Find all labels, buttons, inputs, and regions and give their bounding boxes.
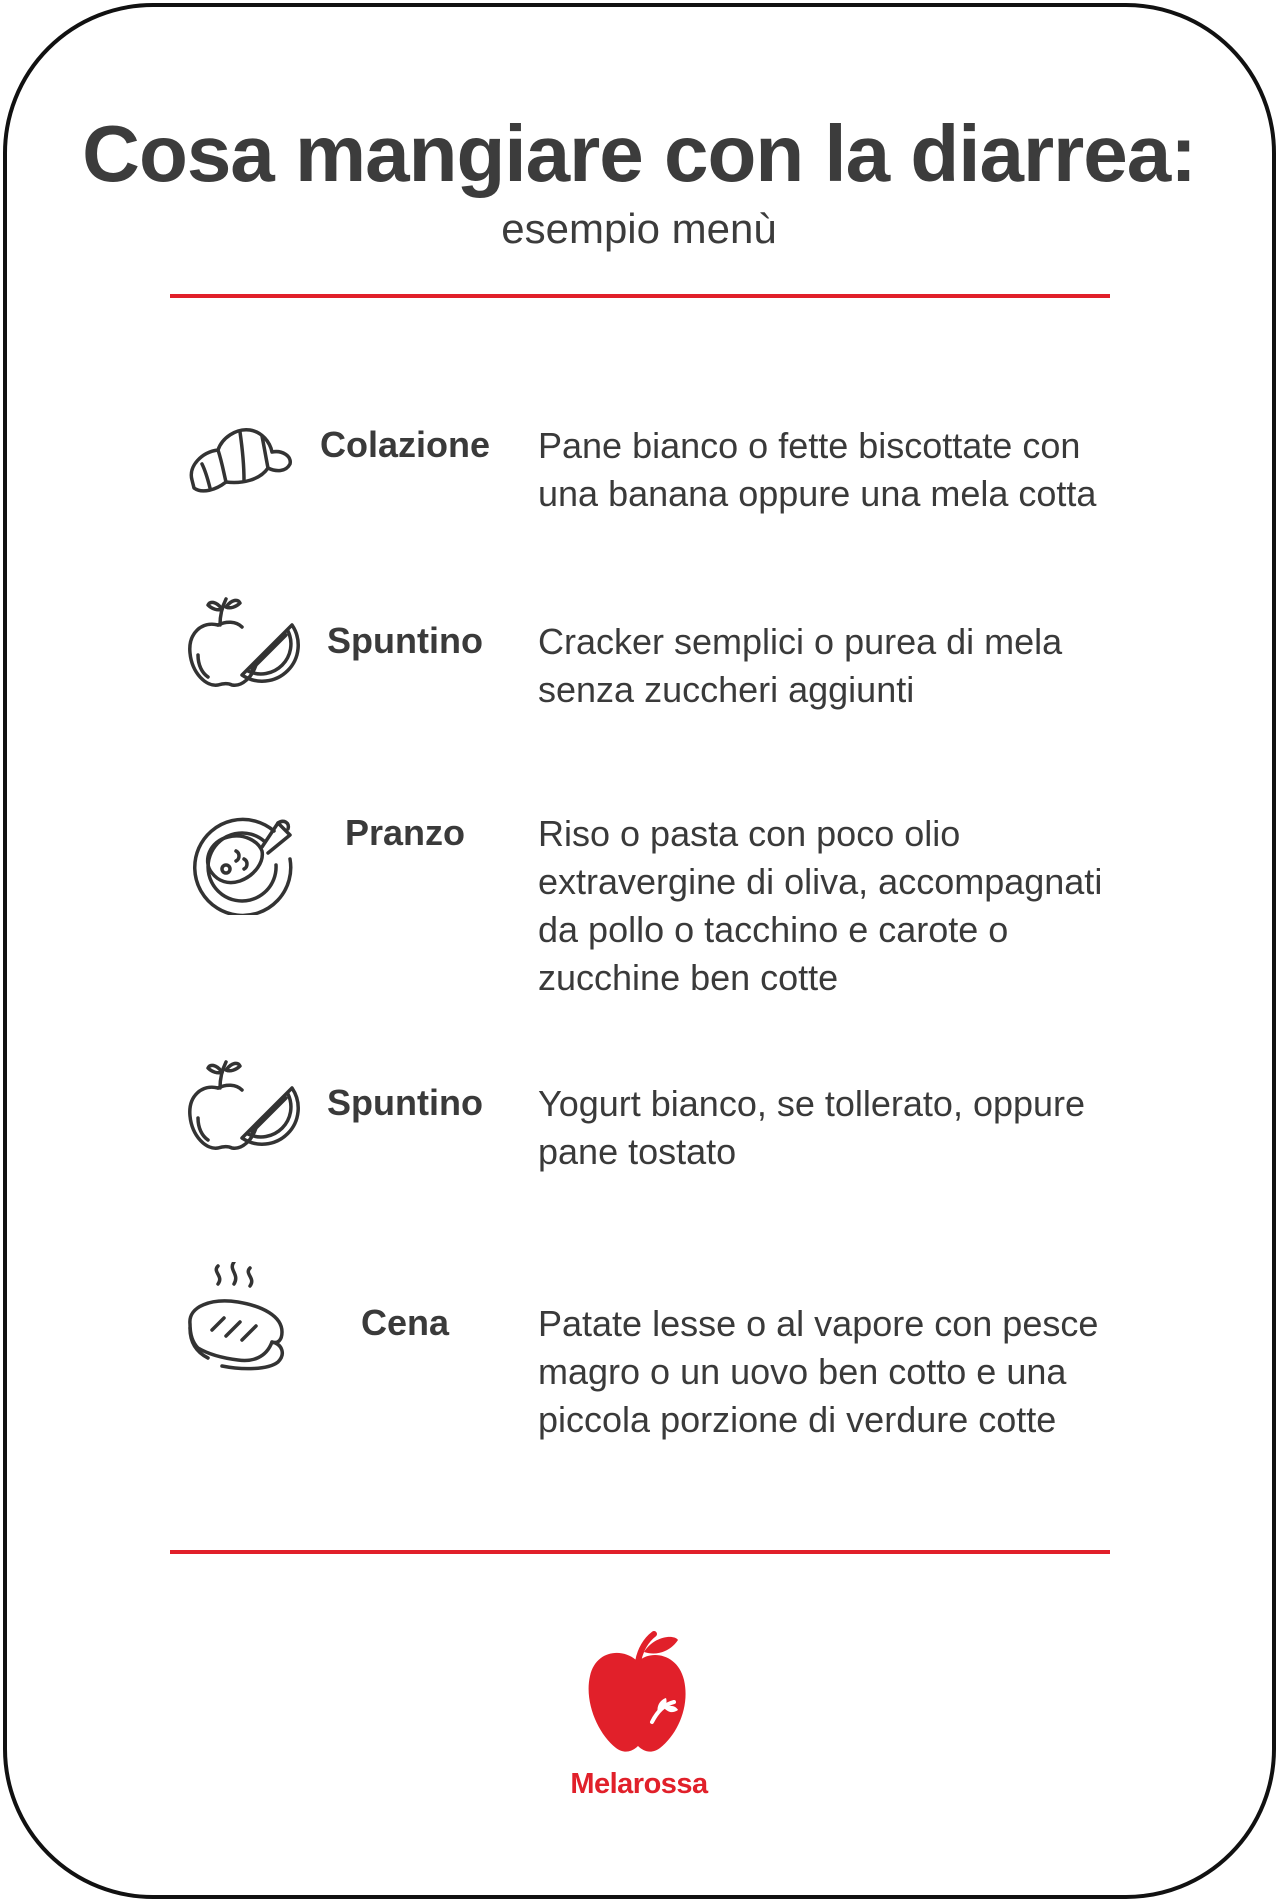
bottom-divider <box>170 1550 1110 1554</box>
meal-description <box>538 618 1098 714</box>
apple-orange-icon <box>182 1048 302 1168</box>
description-line: piccola porzione di verdure cotte <box>538 1399 1057 1440</box>
meal-description <box>538 1300 1098 1444</box>
meal-description <box>538 810 1103 1002</box>
meal-description <box>538 1080 1098 1176</box>
meal-label: Spuntino <box>327 620 483 661</box>
meal-label: Cena <box>360 1302 450 1343</box>
grilled-steak-icon <box>182 1262 302 1382</box>
page-title: Cosa mangiare con la diarrea: <box>82 109 1196 198</box>
top-divider <box>170 294 1110 298</box>
description-line: da pollo o tacchino e carote o <box>538 909 1009 950</box>
description-line: Riso o pasta con poco olio <box>538 813 961 854</box>
description-line: Pane bianco o fette biscottate con <box>538 425 1081 466</box>
description-line: senza zuccheri aggiunti <box>538 669 915 710</box>
description-line: magro o un uovo ben cotto e una <box>538 1351 1067 1392</box>
meal-description <box>538 422 1098 518</box>
croissant-icon <box>182 402 302 522</box>
description-line: Yogurt bianco, se tollerato, oppure <box>538 1083 1086 1124</box>
red-apple-logo <box>582 1630 694 1760</box>
apple-orange-icon <box>182 585 302 705</box>
meal-label: Pranzo <box>344 812 466 853</box>
brand-name: Melarossa <box>570 1768 708 1800</box>
description-line: zucchine ben cotte <box>538 957 839 998</box>
meal-label: Spuntino <box>327 1082 483 1123</box>
meal-label: Colazione <box>319 424 490 465</box>
chicken-plate-icon <box>182 795 302 915</box>
description-line: pane tostato <box>538 1131 737 1172</box>
page-subtitle: esempio menù <box>501 205 777 252</box>
description-line: una banana oppure una mela cotta <box>538 473 1097 514</box>
description-line: extravergine di oliva, accompagnati <box>538 861 1103 902</box>
description-line: Cracker semplici o purea di mela <box>538 621 1063 662</box>
description-line: Patate lesse o al vapore con pesce <box>538 1303 1099 1344</box>
